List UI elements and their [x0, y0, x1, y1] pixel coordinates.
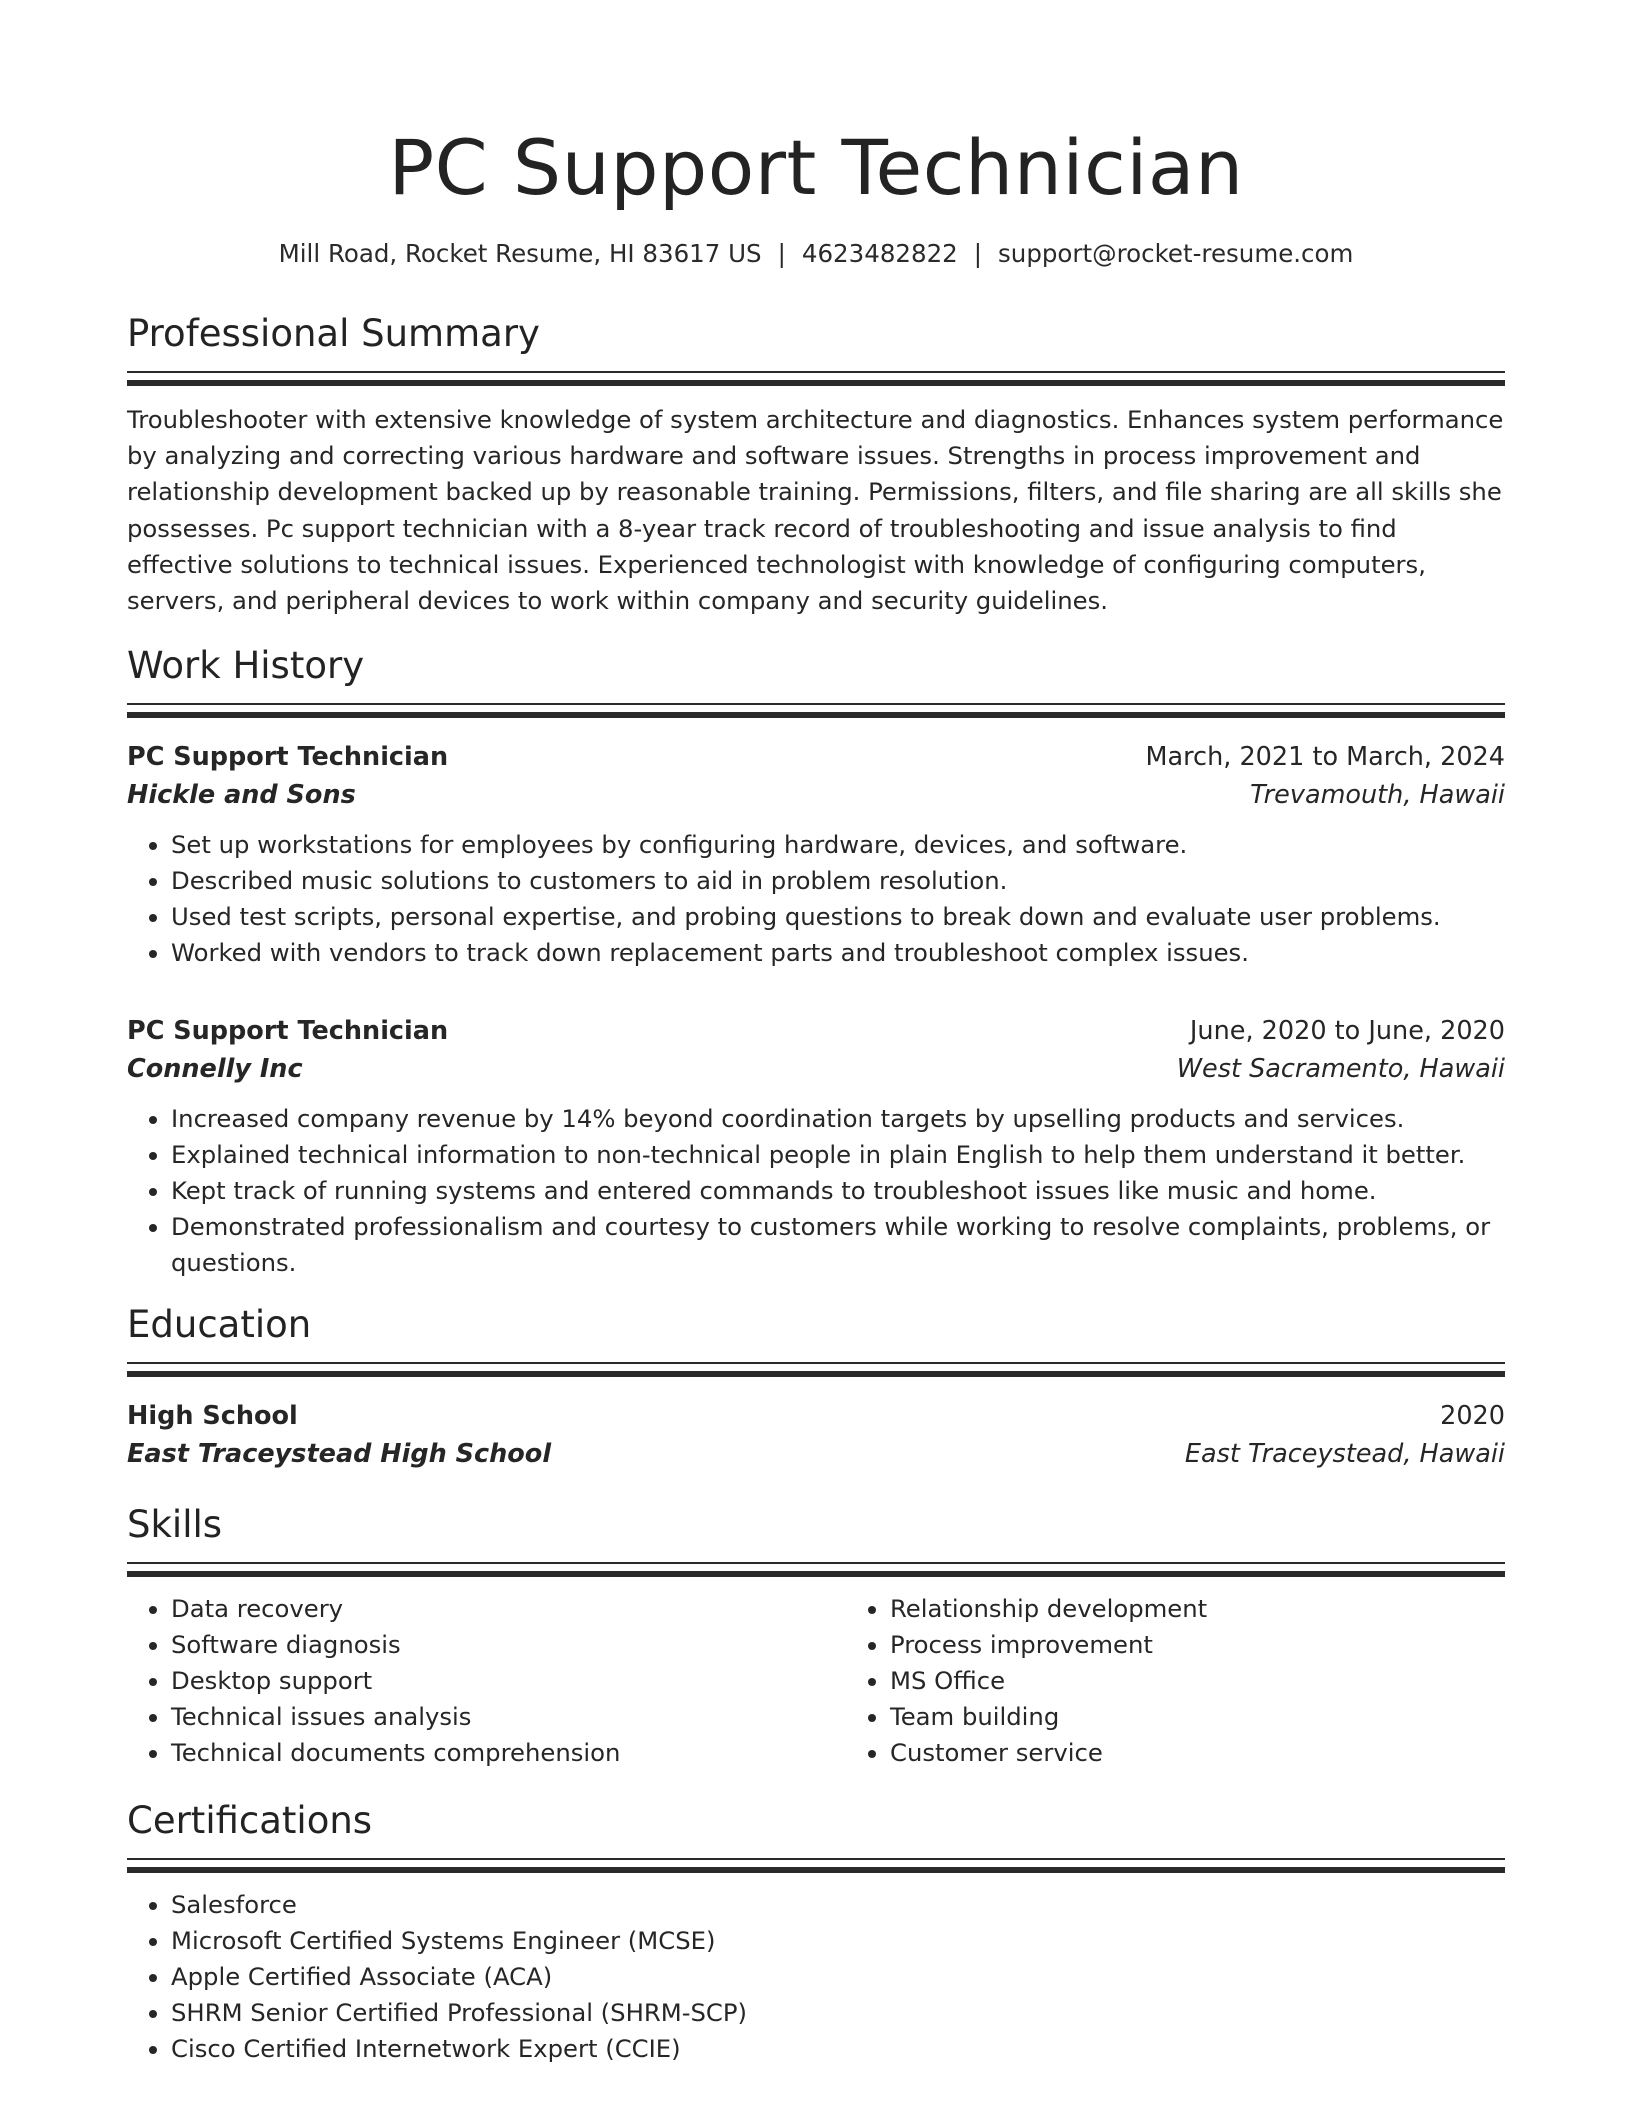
- contact-separator: |: [777, 239, 786, 268]
- certification-item: • Microsoft Certified Systems Engineer (MCSE): [171, 1923, 1505, 1959]
- job-title: PC Support Technician: [127, 1016, 449, 1047]
- skill-item: • Customer service: [890, 1735, 1505, 1771]
- certification-item: • SHRM Senior Certified Professional (SHRM-SCP): [171, 1995, 1505, 2031]
- resume-name: PC Support Technician: [388, 123, 1244, 212]
- summary-text: Troubleshooter with extensive knowledge of system architecture and diagnostics. Enhances system performance by analyzing and correcting various hardware and software issues. Strengths in process improvement and relationship development backed up by reasonable training. Permissions, filters, and file sharing are all skills she possesses. Pc support technician with a 8-year track record of troubleshooting and issue analysis to find effective solutions to technical issues. Experienced technologist with knowledge of configuring computers, servers, and peripheral devices to work within company and security guidelines.: [127, 405, 1504, 616]
- job-bullet: • Increased company revenue by 14% beyond coordination targets by upselling products and services.: [171, 1101, 1505, 1137]
- section-divider: [127, 371, 1505, 386]
- education-section: [127, 1300, 1505, 1474]
- education-year: 2020: [1440, 1401, 1505, 1432]
- certifications-section: [127, 1796, 1505, 2067]
- job-location: Trevamouth, Hawaii: [1250, 780, 1505, 811]
- education-location: East Traceystead, Hawaii: [1184, 1439, 1505, 1470]
- skills-list-right: [846, 1591, 1505, 1771]
- job-location: West Sacramento, Hawaii: [1176, 1054, 1505, 1085]
- skill-item: • Technical issues analysis: [171, 1699, 846, 1735]
- section-divider: [127, 703, 1505, 718]
- job-entry: [127, 1012, 1505, 1281]
- job-company: Connelly Inc: [127, 1054, 303, 1085]
- section-divider: [127, 1562, 1505, 1577]
- job-bullet: • Demonstrated professionalism and courtesy to customers while working to resolve complaints, problems, or questions.: [171, 1209, 1505, 1281]
- skill-item: • Desktop support: [171, 1663, 846, 1699]
- section-divider: [127, 1858, 1505, 1873]
- section-divider: [127, 1362, 1505, 1377]
- job-bullets: [127, 1101, 1505, 1281]
- job-company: Hickle and Sons: [127, 780, 356, 811]
- contact-phone: 4623482822: [801, 239, 958, 268]
- section-title-skills: Skills: [127, 1503, 223, 1547]
- job-bullets: [127, 827, 1505, 971]
- section-title-education: Education: [127, 1303, 312, 1347]
- job-dates: June, 2020 to June, 2020: [1189, 1016, 1505, 1047]
- work-history-section: [127, 641, 1505, 1281]
- education-school: East Traceystead High School: [127, 1439, 552, 1470]
- skill-item: • Technical documents comprehension: [171, 1735, 846, 1771]
- certification-item: • Cisco Certified Internetwork Expert (CCIE): [171, 2031, 1505, 2067]
- section-title-summary: Professional Summary: [127, 312, 540, 355]
- certification-item: • Salesforce: [171, 1887, 1505, 1923]
- job-bullet: • Set up workstations for employees by configuring hardware, devices, and software.: [171, 827, 1505, 863]
- contact-address: Mill Road, Rocket Resume, HI 83617 US: [278, 239, 762, 268]
- job-bullet: • Worked with vendors to track down replacement parts and troubleshoot complex issues.: [171, 935, 1505, 971]
- skill-item: • Relationship development: [890, 1591, 1505, 1627]
- skill-item: • Team building: [890, 1699, 1505, 1735]
- contact-separator: |: [973, 239, 983, 268]
- skill-item: • Data recovery: [171, 1591, 846, 1627]
- skill-item: • Process improvement: [890, 1627, 1505, 1663]
- skills-section: [127, 1500, 1505, 1771]
- job-title: PC Support Technician: [127, 742, 449, 773]
- skill-item: • MS Office: [890, 1663, 1505, 1699]
- contact-line: [127, 237, 1505, 271]
- skill-item: • Software diagnosis: [171, 1627, 846, 1663]
- education-entry: [127, 1397, 1505, 1474]
- contact-email: support@rocket-resume.com: [998, 239, 1354, 268]
- skills-columns: [127, 1591, 1505, 1771]
- section-title-certifications: Certifications: [127, 1799, 373, 1843]
- job-bullet: • Used test scripts, personal expertise, and probing questions to break down and evaluate user problems.: [171, 899, 1505, 935]
- education-degree: High School: [127, 1401, 298, 1432]
- certification-item: • Apple Certified Associate (ACA): [171, 1959, 1505, 1995]
- job-entry: [127, 738, 1505, 971]
- job-dates: March, 2021 to March, 2024: [1145, 742, 1505, 773]
- job-bullet: • Kept track of running systems and entered commands to troubleshoot issues like music and home.: [171, 1173, 1505, 1209]
- job-bullet: • Explained technical information to non-technical people in plain English to help them understand it better.: [171, 1137, 1505, 1173]
- skills-list-left: [127, 1591, 846, 1771]
- job-bullet: • Described music solutions to customers to aid in problem resolution.: [171, 863, 1505, 899]
- section-title-work-history: Work History: [127, 644, 365, 688]
- summary-section: [127, 309, 1505, 619]
- certifications-list: [127, 1887, 1505, 2067]
